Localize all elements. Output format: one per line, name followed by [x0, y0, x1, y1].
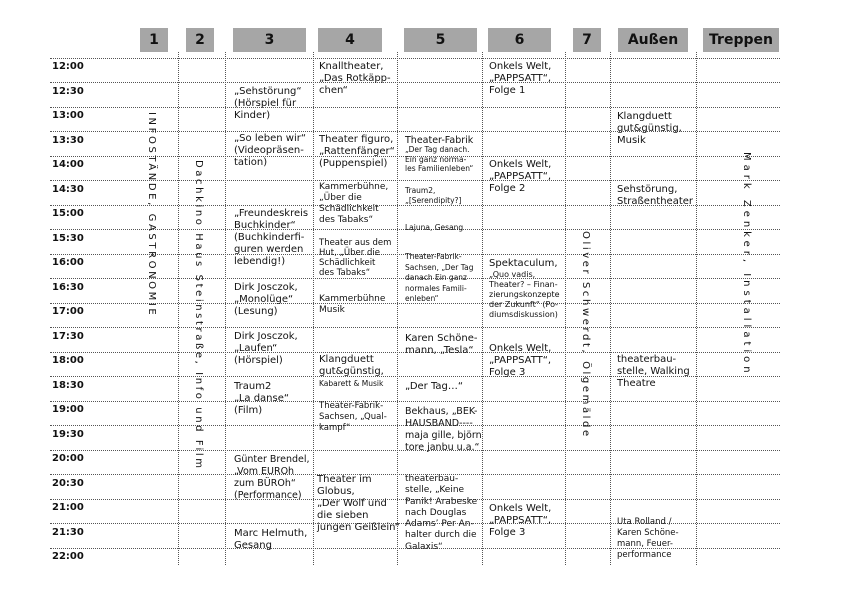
event-spektaculum: Spektaculum,	[489, 258, 558, 269]
column-header-treppen	[703, 28, 779, 52]
event-bekhaus: Bekhaus, „BEK- HAUSBAND---- maja gille, björn tore janbu u.a.“	[405, 406, 482, 453]
column-header-6	[488, 28, 551, 52]
grid-line	[610, 52, 611, 565]
column-7-vertical-label: Oliver Schwerdt, Ölgemälde	[580, 231, 591, 439]
time-label: 18:30	[52, 380, 84, 391]
time-label: 21:30	[52, 527, 84, 538]
time-label: 16:30	[52, 282, 84, 293]
event-marc-helmuth: Marc Helmuth, Gesang	[234, 528, 308, 551]
event-aussen-klangduett: Klangduett gut&günstig, Musik	[617, 111, 682, 146]
event-so-leben-wir: „So leben wir“ (Videopräsen- tation)	[234, 133, 307, 168]
grid-line	[50, 82, 780, 83]
column-header-2	[186, 28, 214, 52]
event-traum2-la-danse: Traum2 „La danse“ (Film)	[234, 381, 290, 416]
grid-line	[50, 107, 780, 108]
column-header-label: 1	[149, 32, 159, 48]
time-label: 21:00	[52, 502, 84, 513]
column-header-label: 3	[264, 32, 275, 48]
grid-line	[565, 52, 566, 565]
time-label: 14:30	[52, 184, 84, 195]
event-knalltheater: Knalltheater, „Das Rotkäpp- chen“	[319, 61, 391, 96]
column-header-3	[233, 28, 306, 52]
column-header-1	[140, 28, 168, 52]
column-1-vertical-label: INFOSTÄNDE, GASTRONOMIE	[146, 112, 157, 318]
column-header-label: 5	[435, 32, 446, 48]
time-label: 15:30	[52, 233, 84, 244]
event-traum2-serendipity: Traum2, „[Serendipity?]	[405, 186, 462, 205]
event-sehstoerung-hoerspiel: „Sehstörung“ (Hörspiel für Kinder)	[234, 86, 302, 121]
column-header-4	[318, 28, 382, 52]
event-onkels-welt-1: Onkels Welt, „PAPPSATT“, Folge 1	[489, 61, 552, 96]
event-qualkampf: Theater-Fabrik- Sachsen, „Qual- kampf“	[319, 401, 387, 433]
event-guenter-brendel: Günter Brendel, „Vom EUROh zum BÜROh“ (Performance)	[234, 454, 310, 501]
event-tesla: Karen Schöne- mann, „Tesla“	[405, 333, 478, 356]
grid-line	[225, 52, 226, 565]
time-label: 19:30	[52, 429, 84, 440]
event-laufen: Dirk Josczok, „Laufen“ (Hörspiel)	[234, 331, 298, 366]
grid-line	[696, 52, 697, 565]
time-label: 20:30	[52, 478, 84, 489]
event-klangduett: Klangduett gut&günstig,	[319, 354, 384, 377]
event-theater-figuro: Theater figuro, „Rattenfänger“ (Puppenspiel)	[319, 134, 395, 169]
column-header-label: Außen	[627, 32, 679, 48]
event-theater-im-globus: Theater im Globus, „Der Wolf und die sieben jungen Geißlein“	[317, 474, 400, 533]
grid-line	[50, 180, 780, 181]
column-header-5	[404, 28, 477, 52]
column-2-vertical-label: Dachkino Haus Steinstraße, Info und Film	[193, 160, 204, 471]
time-label: 15:00	[52, 208, 84, 219]
event-onkels-welt-2: Onkels Welt, „PAPPSATT“, Folge 2	[489, 159, 552, 194]
event-theater-fabrik-title: Theater-Fabrik	[405, 135, 474, 146]
column-header-label: Treppen	[709, 32, 773, 48]
grid-line	[482, 52, 483, 565]
column-header-label: 6	[514, 32, 525, 48]
grid-line	[178, 52, 179, 565]
event-kabarett-musik: Kabarett & Musik	[319, 379, 384, 388]
event-aussen-sehstoerung: Sehstörung, Straßentheater	[617, 184, 694, 207]
time-label: 14:00	[52, 159, 84, 170]
column-header-7	[573, 28, 601, 52]
event-quo-vadis: „Quo vadis, Theater? – Finan- zierungskonzepte der Zukunft“ (Po- diumsdiskussion)	[489, 270, 560, 319]
event-onkels-welt-3-evening: Onkels Welt, „PAPPSATT“, Folge 3	[489, 343, 552, 378]
column-header-label: 4	[345, 32, 355, 48]
time-label: 13:30	[52, 135, 84, 146]
time-label: 16:00	[52, 257, 84, 268]
column-header-label: 2	[195, 32, 205, 48]
event-aussen-walking-theatre: theaterbau- stelle, Walking Theatre	[617, 354, 690, 389]
time-label: 20:00	[52, 453, 84, 464]
event-kammerbuehne-tabak: Kammerbühne, „Über die Schädlichkeit des Tabaks“	[319, 182, 389, 225]
column-header-aussen	[618, 28, 688, 52]
event-der-tag: „Der Tag…“	[405, 381, 464, 392]
time-label: 22:00	[52, 551, 84, 562]
event-theater-fabrik-familienleben: Theater-Fabrik- Sachsen, „Der Tag danach Ein ganz normales Famili- enleben“	[405, 252, 474, 303]
time-label: 17:00	[52, 306, 84, 317]
event-monoluege: Dirk Josczok, „Monolüge“ (Lesung)	[234, 282, 298, 317]
time-label: 19:00	[52, 404, 84, 415]
event-theater-fabrik-der-tag: „Der Tag danach. Ein ganz norma- les Familienleben“	[405, 145, 474, 173]
event-onkels-welt-3-night: Onkels Welt, „PAPPSATT“, Folge 3	[489, 503, 552, 538]
event-kammerbuehne-musik: Kammerbühne Musik	[319, 294, 386, 315]
column-header-label: 7	[582, 32, 592, 48]
event-keine-panik: theaterbau- stelle, „Keine Panik! Arabeske nach Douglas Adams’ Per An- halter durch die Galaxis“	[405, 474, 478, 552]
time-label: 13:00	[52, 110, 84, 121]
grid-line	[313, 52, 314, 565]
event-freundeskreis-buchkinder: „Freundeskreis Buchkinder“ (Buchkinderfi- guren werden lebendig!)	[234, 208, 309, 267]
grid-line	[50, 58, 780, 59]
event-theater-aus-dem-hut: Theater aus dem Hut, „Über die Schädlichkeit des Tabaks“	[319, 238, 392, 278]
treppen-vertical-label: Mark Zenker, Installation	[741, 152, 752, 377]
time-label: 18:00	[52, 355, 84, 366]
time-label: 17:30	[52, 331, 84, 342]
time-label: 12:30	[52, 86, 84, 97]
grid-line	[50, 327, 780, 328]
grid-line	[50, 401, 780, 402]
event-aussen-feuerperformance: Uta Rolland / Karen Schöne- mann, Feuer- performance	[617, 517, 679, 560]
event-lajuna-gesang: Lajuna, Gesang	[405, 223, 464, 232]
time-label: 12:00	[52, 61, 84, 72]
